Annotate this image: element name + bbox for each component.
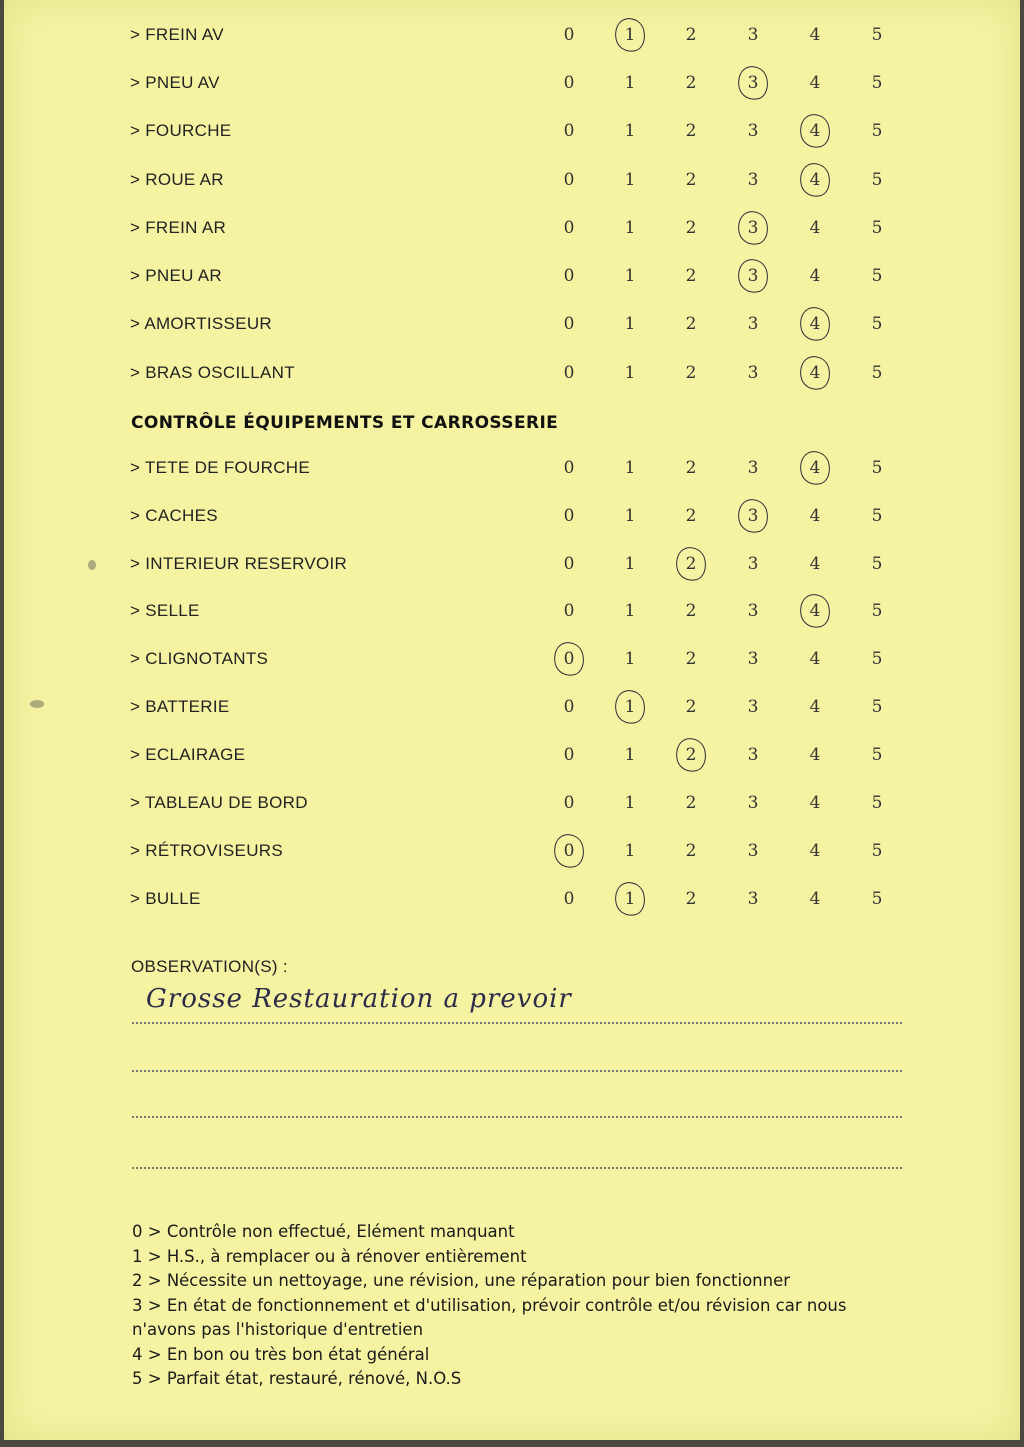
score-option[interactable]: 4: [809, 697, 821, 717]
score-option[interactable]: 1: [624, 745, 636, 765]
score-option[interactable]: 2: [685, 458, 697, 478]
item-label: > CACHES: [130, 506, 218, 525]
score-row: [4, 160, 1020, 200]
score-option[interactable]: 3: [747, 25, 759, 45]
score-row: [4, 879, 1020, 919]
score-option[interactable]: 1: [624, 793, 636, 813]
score-option[interactable]: 3: [747, 121, 759, 141]
score-option[interactable]: 0: [563, 697, 575, 717]
score-option[interactable]: 2: [685, 363, 697, 383]
score-option[interactable]: 1: [624, 649, 636, 669]
score-option[interactable]: 5: [871, 266, 883, 286]
score-option[interactable]: 0: [563, 266, 575, 286]
score-option[interactable]: 3: [747, 841, 759, 861]
score-option[interactable]: 4: [809, 649, 821, 669]
item-label: > AMORTISSEUR: [130, 314, 272, 333]
score-option[interactable]: 2: [685, 266, 697, 286]
section-title: CONTRÔLE ÉQUIPEMENTS ET CARROSSERIE: [131, 413, 559, 433]
score-option[interactable]: 4: [809, 793, 821, 813]
score-option[interactable]: 3: [747, 554, 759, 574]
score-option[interactable]: 1: [624, 601, 636, 621]
score-row: [4, 639, 1020, 679]
item-label: > TETE DE FOURCHE: [130, 458, 311, 477]
legend-item: 2 > Nécessite un nettoyage, une révision, une réparation pour bien fonctionner: [132, 1271, 791, 1290]
score-option[interactable]: 0: [563, 363, 575, 383]
score-option[interactable]: 1: [624, 554, 636, 574]
score-option[interactable]: 0: [563, 601, 575, 621]
item-label: > TABLEAU DE BORD: [130, 793, 308, 812]
score-row: [4, 256, 1020, 296]
score-option[interactable]: 5: [871, 793, 883, 813]
score-option-selected[interactable]: 1: [610, 879, 650, 919]
observation-line: [132, 1116, 902, 1118]
item-label: > PNEU AV: [130, 73, 220, 92]
score-option[interactable]: 3: [747, 170, 759, 190]
score-option[interactable]: 2: [685, 121, 697, 141]
observations-label: OBSERVATION(S) :: [131, 957, 288, 976]
score-row: [4, 15, 1020, 55]
inspection-form-page: [4, 0, 1020, 1440]
score-option[interactable]: 5: [871, 363, 883, 383]
score-option[interactable]: 0: [563, 25, 575, 45]
paper-speck: [30, 700, 44, 708]
score-option[interactable]: 5: [871, 889, 883, 909]
score-option[interactable]: 5: [871, 601, 883, 621]
score-option[interactable]: 5: [871, 73, 883, 93]
score-option-selected[interactable]: 1: [610, 687, 650, 727]
score-option[interactable]: 3: [747, 601, 759, 621]
score-option[interactable]: 1: [624, 506, 636, 526]
score-option[interactable]: 3: [747, 697, 759, 717]
score-option[interactable]: 5: [871, 554, 883, 574]
score-option[interactable]: 0: [563, 745, 575, 765]
score-option[interactable]: 4: [809, 73, 821, 93]
score-option[interactable]: 0: [563, 554, 575, 574]
score-option[interactable]: 4: [809, 25, 821, 45]
score-option-selected[interactable]: 4: [795, 111, 835, 151]
score-option[interactable]: 5: [871, 841, 883, 861]
score-option[interactable]: 4: [809, 266, 821, 286]
item-label: > BULLE: [130, 889, 201, 908]
score-option[interactable]: 1: [624, 363, 636, 383]
score-option-selected[interactable]: 4: [795, 304, 835, 344]
score-option[interactable]: 0: [563, 314, 575, 334]
item-label: > FREIN AR: [130, 218, 227, 237]
item-label: > BRAS OSCILLANT: [130, 363, 295, 382]
score-row: [4, 63, 1020, 103]
observation-line: [132, 1070, 902, 1072]
score-option[interactable]: 0: [563, 170, 575, 190]
score-option[interactable]: 5: [871, 649, 883, 669]
score-option[interactable]: 3: [747, 314, 759, 334]
score-option-selected[interactable]: 2: [671, 735, 711, 775]
score-row: [4, 591, 1020, 631]
score-option[interactable]: 3: [747, 458, 759, 478]
item-label: > FOURCHE: [130, 121, 232, 140]
score-option[interactable]: 2: [685, 841, 697, 861]
score-row: [4, 544, 1020, 584]
score-option-selected[interactable]: 0: [549, 639, 589, 679]
score-option[interactable]: 1: [624, 218, 636, 238]
score-option[interactable]: 2: [685, 889, 697, 909]
observation-line: [132, 1022, 902, 1024]
score-option[interactable]: 3: [747, 793, 759, 813]
score-option-selected[interactable]: 3: [733, 208, 773, 248]
observations-handwriting: Grosse Restauration a prevoir: [146, 984, 572, 1014]
score-row: [4, 783, 1020, 823]
score-option-selected[interactable]: 4: [795, 160, 835, 200]
legend-item: 1 > H.S., à remplacer ou à rénover entièrement: [132, 1246, 527, 1266]
score-row: [4, 735, 1020, 775]
item-label: > CLIGNOTANTS: [130, 649, 269, 668]
score-option-selected[interactable]: 0: [549, 831, 589, 871]
item-label: > RÉTROVISEURS: [130, 841, 283, 860]
score-option[interactable]: 5: [871, 121, 883, 141]
score-option[interactable]: 5: [871, 218, 883, 238]
score-option[interactable]: 5: [871, 170, 883, 190]
score-legend: [132, 1220, 912, 1392]
legend-item: 0 > Contrôle non effectué, Elément manquant: [132, 1222, 515, 1241]
score-option[interactable]: 4: [809, 554, 821, 574]
score-option[interactable]: 0: [563, 458, 575, 478]
observation-line: [132, 1167, 902, 1169]
score-option[interactable]: 3: [747, 363, 759, 383]
legend-item: 5 > Parfait état, restauré, rénové, N.O.S: [132, 1369, 462, 1388]
score-option-selected[interactable]: 4: [795, 591, 835, 631]
item-label: > FREIN AV: [130, 25, 224, 44]
paper-speck: [88, 560, 96, 570]
score-option[interactable]: 2: [685, 506, 697, 526]
score-option[interactable]: 2: [685, 170, 697, 190]
score-option[interactable]: 5: [871, 506, 883, 526]
score-option-selected[interactable]: 3: [733, 63, 773, 103]
score-option[interactable]: 2: [685, 601, 697, 621]
item-label: > SELLE: [130, 601, 200, 620]
score-option[interactable]: 4: [809, 218, 821, 238]
score-option[interactable]: 0: [563, 889, 575, 909]
score-row: [4, 353, 1020, 393]
score-option[interactable]: 5: [871, 25, 883, 45]
item-label: > ROUE AR: [130, 170, 224, 189]
score-option-selected[interactable]: 2: [671, 544, 711, 584]
score-row: [4, 304, 1020, 344]
score-option-selected[interactable]: 4: [795, 448, 835, 488]
score-option[interactable]: 5: [871, 314, 883, 334]
score-option[interactable]: 4: [809, 745, 821, 765]
score-option[interactable]: 2: [685, 73, 697, 93]
score-option[interactable]: 1: [624, 266, 636, 286]
score-option[interactable]: 0: [563, 506, 575, 526]
item-label: > INTERIEUR RESERVOIR: [130, 554, 348, 573]
score-option-selected[interactable]: 4: [795, 353, 835, 393]
score-option[interactable]: 2: [685, 697, 697, 717]
score-row: [4, 208, 1020, 248]
score-option[interactable]: 4: [809, 889, 821, 909]
legend-item: 3 > En état de fonctionnement et d'utilisation, prévoir contrôle et/ou révision car nous n'avons pas l'historique d'entretien: [132, 1295, 847, 1339]
score-row: [4, 496, 1020, 536]
item-label: > ECLAIRAGE: [130, 745, 246, 764]
score-option[interactable]: 1: [624, 314, 636, 334]
score-option[interactable]: 0: [563, 73, 575, 93]
score-option[interactable]: 5: [871, 458, 883, 478]
score-option[interactable]: 0: [563, 121, 575, 141]
score-option[interactable]: 3: [747, 745, 759, 765]
score-option[interactable]: 2: [685, 793, 697, 813]
score-option[interactable]: 1: [624, 73, 636, 93]
score-option[interactable]: 3: [747, 649, 759, 669]
score-option[interactable]: 2: [685, 25, 697, 45]
score-option[interactable]: 4: [809, 506, 821, 526]
score-row: [4, 831, 1020, 871]
score-option[interactable]: 0: [563, 793, 575, 813]
score-row: [4, 111, 1020, 151]
score-option[interactable]: 1: [624, 841, 636, 861]
score-option-selected[interactable]: 3: [733, 256, 773, 296]
score-option-selected[interactable]: 3: [733, 496, 773, 536]
score-option-selected[interactable]: 1: [610, 15, 650, 55]
score-option[interactable]: 4: [809, 841, 821, 861]
score-option[interactable]: 2: [685, 649, 697, 669]
score-option[interactable]: 1: [624, 458, 636, 478]
score-option[interactable]: 1: [624, 121, 636, 141]
legend-item: 4 > En bon ou très bon état général: [132, 1344, 430, 1364]
score-row: [4, 687, 1020, 727]
item-label: > BATTERIE: [130, 697, 230, 716]
score-option[interactable]: 2: [685, 218, 697, 238]
score-option[interactable]: 5: [871, 745, 883, 765]
score-option[interactable]: 2: [685, 314, 697, 334]
score-option[interactable]: 3: [747, 889, 759, 909]
item-label: > PNEU AR: [130, 266, 222, 285]
score-option[interactable]: 5: [871, 697, 883, 717]
score-option[interactable]: 0: [563, 218, 575, 238]
score-option[interactable]: 1: [624, 170, 636, 190]
score-row: [4, 448, 1020, 488]
